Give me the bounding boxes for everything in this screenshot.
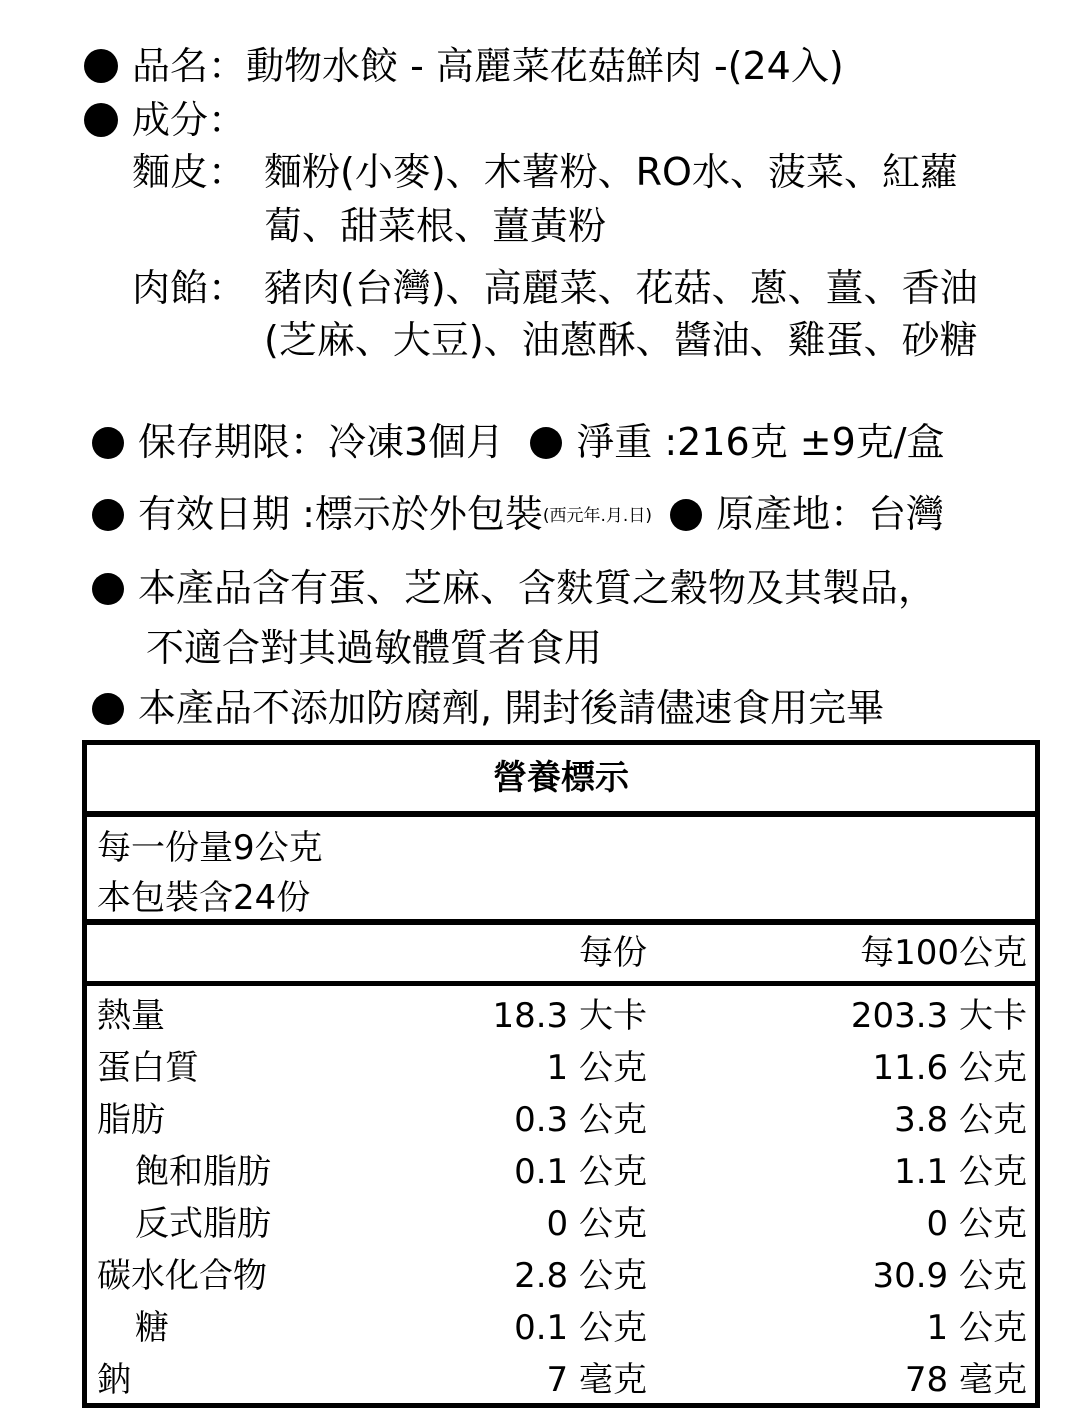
nutrient-name: 飽和脂肪 (135, 1152, 271, 1192)
preservative-line (92, 682, 884, 734)
nutrient-per-serving: 18.3 大卡 (492, 996, 647, 1036)
bullet-icon (84, 103, 118, 137)
nutrient-per-100g: 78 毫克 (904, 1360, 1027, 1400)
table-row (87, 990, 1035, 1042)
bullet-icon (92, 693, 124, 725)
bullet-icon (530, 427, 562, 459)
expiry: 有效日期 :標示於外包裝 (138, 492, 543, 536)
expiry-note: (西元年.月.日) (542, 506, 652, 526)
nutrient-per-serving: 0.3 公克 (514, 1100, 647, 1140)
preservative-text: 本產品不添加防腐劑, 開封後請儘速食用完畢 (138, 686, 885, 730)
col-per-serving: 每份 (579, 933, 647, 973)
table-row (87, 1250, 1035, 1302)
bullet-icon (84, 49, 118, 83)
filling-label: 肉餡： (132, 266, 247, 310)
bullet-icon (670, 499, 702, 531)
nutrient-per-100g: 30.9 公克 (872, 1256, 1027, 1296)
nutrient-name: 糖 (135, 1308, 169, 1348)
nutrient-per-serving: 0.1 公克 (514, 1308, 647, 1348)
nutrient-per-serving: 0 公克 (546, 1204, 647, 1244)
bullet-icon (92, 499, 124, 531)
nutrient-per-100g: 1.1 公克 (894, 1152, 1027, 1192)
allergen-text1: 本產品含有蛋、芝麻、含麩質之穀物及其製品， (138, 566, 937, 610)
table-row (87, 1198, 1035, 1250)
shelf-life-line (92, 416, 945, 468)
filling-ingredients-line1 (132, 262, 978, 314)
nutrient-name: 碳水化合物 (97, 1256, 267, 1296)
filling-ingredients-text2: (芝麻、大豆)、油蔥酥、醬油、雞蛋、砂糖 (264, 318, 978, 362)
table-row (87, 1042, 1035, 1094)
wrapper-label: 麵皮： (132, 150, 247, 194)
nutrient-per-100g: 203.3 大卡 (850, 996, 1027, 1036)
serving-info (87, 817, 1035, 925)
serving-size: 每一份量9公克 (97, 828, 323, 868)
allergen-line1 (92, 562, 936, 614)
bullet-icon (92, 573, 124, 605)
nutrient-per-serving: 1 公克 (546, 1048, 647, 1088)
nutrition-title: 營養標示 (87, 745, 1035, 817)
nutrient-per-100g: 11.6 公克 (872, 1048, 1027, 1088)
nutrient-per-serving: 0.1 公克 (514, 1152, 647, 1192)
nutrient-per-100g: 0 公克 (926, 1204, 1027, 1244)
wrapper-ingredients-text2: 蔔、甜菜根、薑黃粉 (264, 204, 607, 248)
product-name-line (84, 40, 844, 92)
nutrient-name: 脂肪 (97, 1100, 165, 1140)
nutrient-name: 蛋白質 (97, 1048, 199, 1088)
ingredients-label: 成分： (132, 98, 247, 142)
col-per-100g: 每100公克 (860, 933, 1027, 973)
nutrient-per-100g: 1 公克 (926, 1308, 1027, 1348)
nutrition-table (82, 740, 1040, 1408)
nutrient-per-100g: 3.8 公克 (894, 1100, 1027, 1140)
product-name-label: 品名： (132, 44, 247, 88)
bullet-icon (92, 427, 124, 459)
nutrient-name: 熱量 (97, 996, 165, 1036)
nutrient-name: 反式脂肪 (135, 1204, 271, 1244)
table-row (87, 1354, 1035, 1406)
table-row (87, 1146, 1035, 1198)
net-weight: 淨重 :216克 ±9克/盒 (576, 420, 945, 464)
nutrient-per-serving: 7 毫克 (546, 1360, 647, 1400)
wrapper-ingredients-text1: 麵粉(小麥)、木薯粉、RO水、菠菜、紅蘿 (264, 150, 958, 194)
servings-per-pack: 本包裝含24份 (97, 878, 311, 918)
wrapper-ingredients-line1 (132, 146, 958, 198)
table-row (87, 1302, 1035, 1354)
allergen-text2: 不適合對其過敏體質者食用 (146, 626, 603, 670)
product-name-value: 動物水餃 - 高麗菜花菇鮮肉 -(24入) (246, 44, 844, 88)
filling-ingredients-text1: 豬肉(台灣)、高麗菜、花菇、蔥、薑、香油 (264, 266, 978, 310)
ingredients-heading (84, 94, 246, 146)
expiry-line (92, 488, 944, 542)
nutrient-name: 鈉 (97, 1360, 131, 1400)
nutrition-header-row (87, 925, 1035, 986)
table-row (87, 1094, 1035, 1146)
origin: 原產地：台灣 (716, 492, 945, 536)
shelf-life: 保存期限：冷凍3個月 (138, 420, 505, 464)
nutrient-per-serving: 2.8 公克 (514, 1256, 647, 1296)
nutrition-rows (87, 986, 1035, 1406)
